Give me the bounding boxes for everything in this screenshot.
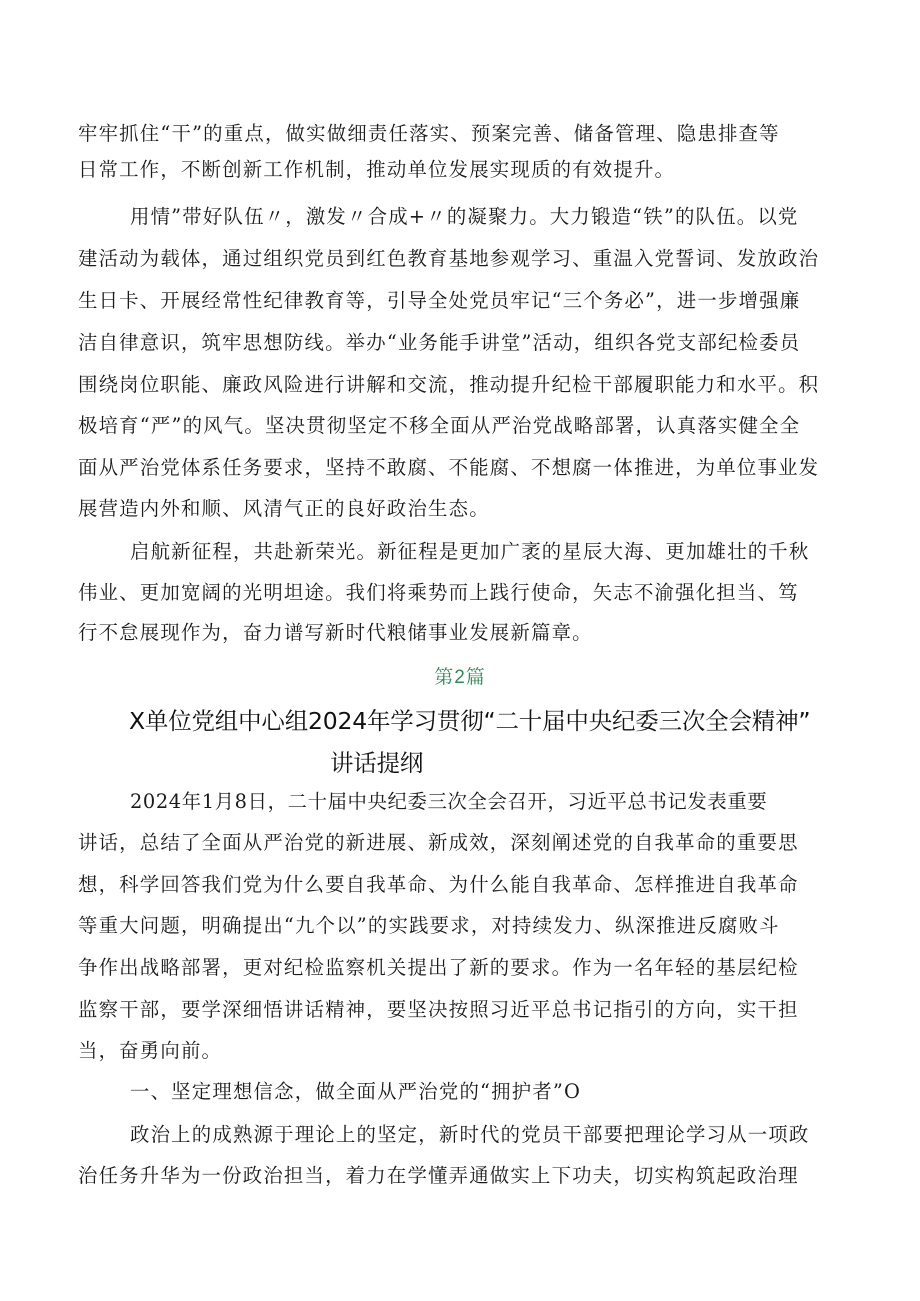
paragraph-line: 行不怠展现作为，奋力谱写新时代粮储事业发展新篇章。 bbox=[78, 621, 593, 644]
paragraph-line: 围绕岗位职能、廉政风险进行讲解和交流，推动提升纪检干部履职能力和水平。积 bbox=[78, 373, 820, 396]
section-number: 第2篇 bbox=[434, 667, 486, 688]
paragraph-line: 洁自律意识，筑牢思想防线。举办“业务能手讲堂”活动，组织各党支部纪检委员 bbox=[78, 331, 801, 354]
paragraph-line: 政治上的成熟源于理论上的坚定，新时代的党员干部要把理论学习从一项政 bbox=[130, 1123, 810, 1146]
paragraph-line: 建活动为载体，通过组织党员到红色教育基地参观学习、重温入党誓词、发放政治 bbox=[78, 247, 820, 270]
paragraph-line: 生日卡、开展经常性纪律教育等，引导全处党员牢记“三个务必”，进一步增强廉 bbox=[78, 289, 801, 312]
paragraph-line: 日常工作，不断创新工作机制，推动单位发展实现质的有效提升。 bbox=[78, 158, 676, 181]
document-title-line2: 讲话提纲 bbox=[330, 749, 424, 777]
paragraph-line: 治任务升华为一份政治担当，着力在学懂弄通做实上下功夫，切实构筑起政治理 bbox=[78, 1164, 799, 1187]
paragraph-line: 伟业、更加宽阔的光明坦途。我们将乘势而上践行使命，矢志不渝强化担当、笃 bbox=[78, 581, 799, 604]
paragraph-line: 讲话，总结了全面从严治党的新进展、新成效，深刻阐述党的自我革命的重要思 bbox=[78, 831, 799, 854]
paragraph-line: 想，科学回答我们党为什么要自我革命、为什么能自我革命、怎样推进自我革命 bbox=[78, 873, 799, 896]
paragraph-line: 当，奋勇向前。 bbox=[78, 1039, 223, 1062]
paragraph-line: 牢牢抓住“干”的重点，做实做细责任落实、预案完善、储备管理、隐患排查等 bbox=[78, 122, 780, 145]
paragraph-line: 2024年1月8日，二十届中央纪委三次全会召开，习近平总书记发表重要 bbox=[130, 790, 768, 813]
section-heading: 一、坚定理想信念，做全面从严治党的“拥护者”O bbox=[130, 1080, 582, 1103]
paragraph-line: 争作出战略部署，更对纪检监察机关提出了新的要求。作为一名年轻的基层纪检 bbox=[78, 956, 799, 979]
paragraph-line: 监察干部，要学深细悟讲话精神，要坚决按照习近平总书记指引的方向，实干担 bbox=[78, 998, 799, 1021]
paragraph-line: 面从严治党体系任务要求，坚持不敢腐、不能腐、不想腐一体推进，为单位事业发 bbox=[78, 456, 820, 479]
paragraph-line: 展营造内外和顺、风清气正的良好政治生态。 bbox=[78, 497, 490, 520]
paragraph-line: 启航新征程，共赴新荣光。新征程是更加广袤的星辰大海、更加雄壮的千秋 bbox=[130, 540, 810, 563]
paragraph-line: 用情”带好队伍〃，激发〃合成+〃的凝聚力。大力锻造“铁”的队伍。以党 bbox=[130, 205, 799, 228]
paragraph-line: 极培育“严”的风气。坚决贯彻坚定不移全面从严治党战略部署，认真落实健全全 bbox=[78, 414, 801, 437]
document-title-line1: X单位党组中心组2024年学习贯彻“二十届中央纪委三次全会精神” bbox=[129, 707, 811, 735]
paragraph-line: 等重大问题，明确提出“九个以”的实践要求，对持续发力、纵深推进反腐败斗 bbox=[78, 914, 780, 937]
